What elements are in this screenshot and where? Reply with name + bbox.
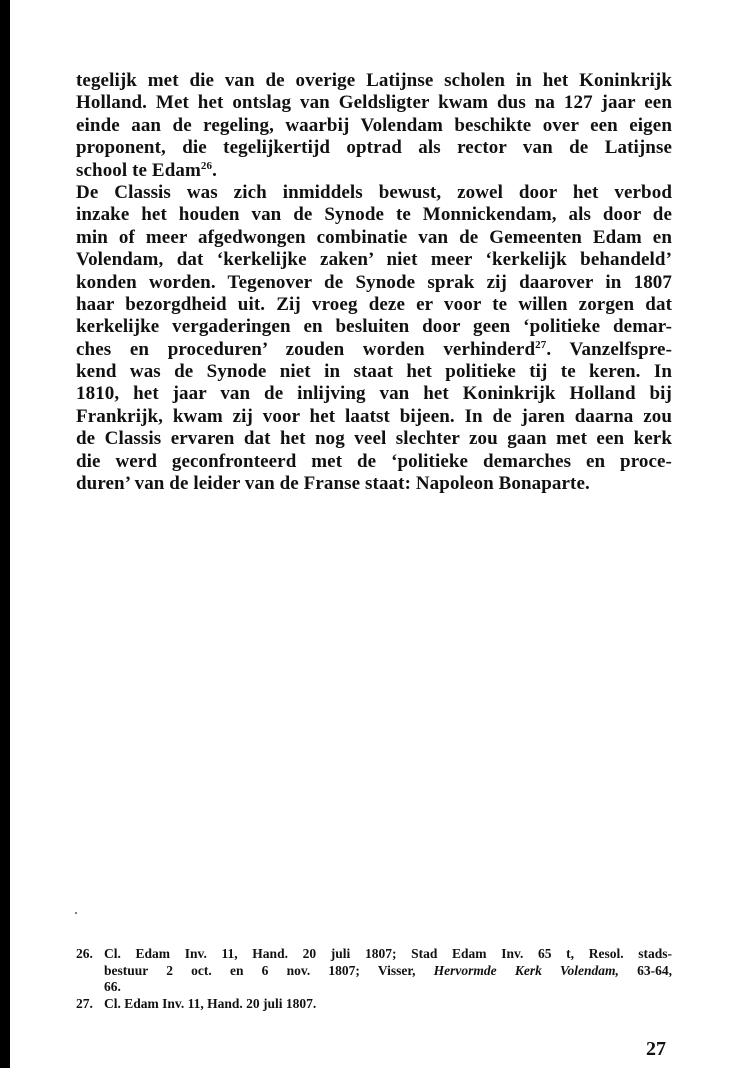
body-line: kerkelijke vergaderingen en besluiten door geen ‘politieke demar- [76, 316, 672, 338]
footnote-number: 27. [76, 995, 93, 1011]
footnote-27 [76, 996, 672, 1013]
body-line: Frankrijk, kwam zij voor het laatst bijeen. In de jaren daarna zou [76, 405, 672, 427]
page-number: 27 [646, 1038, 666, 1060]
body-line-tail: . [212, 159, 217, 181]
footnote-text: bestuur 2 oct. en 6 nov. 1807; Visser, [104, 962, 434, 978]
footnote-ref-26: 26 [200, 159, 213, 172]
body-line: 1810, het jaar van de inlijving van het Koninkrijk Holland bij [76, 383, 672, 405]
body-line: die werd geconfronteerd met de ‘politieke demarches en proce- [76, 450, 672, 472]
body-line: tegelijk met die van de overige Latijnse scholen in het Koninkrijk [76, 70, 672, 91]
footnote-ref-27: 27 [535, 338, 547, 351]
body-line: konden worden. Tegenover de Synode sprak zij daarover in 1807 [76, 271, 672, 293]
body-text [76, 70, 672, 495]
body-line: kend was de Synode niet in staat het politieke tij te keren. In [76, 361, 672, 383]
body-line-text: ches en proceduren’ zouden worden verhinderd [76, 338, 536, 360]
binding-edge [0, 0, 10, 1068]
body-line: Holland. Met het ontslag van Geldsligter kwam dus na 127 jaar een [76, 92, 672, 114]
body-line: De Classis was zich inmiddels bewust, zowel door het verbod [76, 181, 672, 203]
footnote-text: 63-64, [618, 962, 672, 978]
body-line: haar bezorgdheid uit. Zij vroeg deze er voor te willen zorgen dat [76, 293, 672, 315]
body-line: min of meer afgedwongen combinatie van de Gemeenten Edam en [76, 226, 672, 248]
body-line: proponent, die tegelijkertijd optrad als rector van de Latijnse [76, 137, 672, 159]
body-line [76, 160, 672, 182]
body-line-text: school te Edam [76, 159, 201, 181]
body-line [76, 339, 672, 361]
body-line: de Classis ervaren dat het nog veel slechter zou gaan met een kerk [76, 428, 672, 450]
body-line: Volendam, dat ‘kerkelijke zaken’ niet meer ‘kerkelijk behandeld’ [76, 249, 672, 271]
footnote-line: Cl. Edam Inv. 11, Hand. 20 juli 1807; Stad Edam Inv. 65 t, Resol. stads- [104, 946, 672, 961]
body-line: einde aan de regeling, waarbij Volendam beschikte over een eigen [76, 114, 672, 136]
body-line: duren’ van de leider van de Franse staat: Napoleon Bonaparte. [76, 473, 590, 495]
footnote-26 [76, 946, 672, 996]
scan-speck [75, 912, 77, 914]
body-line: inzake het houden van de Synode te Monnickendam, als door de [76, 204, 672, 226]
body-line-tail: . Vanzelfspre- [546, 338, 672, 360]
footnote-line: 66. [104, 979, 121, 995]
footnotes [76, 946, 672, 1012]
footnote-line [104, 963, 672, 980]
footnote-number: 26. [76, 946, 93, 961]
footnote-title: Hervormde Kerk Volendam, [433, 962, 619, 978]
footnote-line: Cl. Edam Inv. 11, Hand. 20 juli 1807. [104, 995, 317, 1011]
